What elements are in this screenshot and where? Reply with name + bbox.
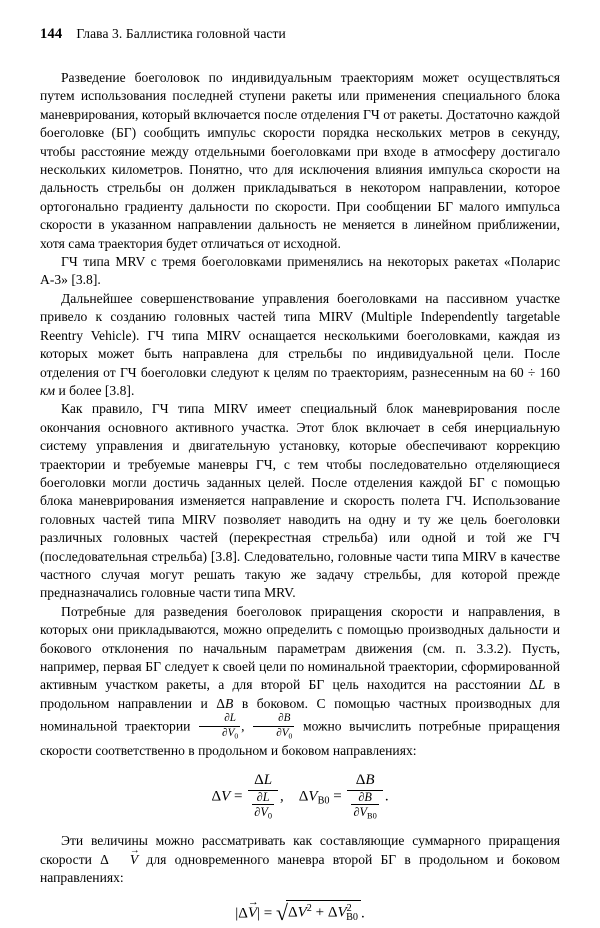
paragraph-6: Эти величины можно рассматривать как составляющие суммарного приращения скорости Δ V → для одновременного маневра второй БГ в продольном и боковом направлениях:	[40, 832, 560, 887]
running-head: Глава 3. Баллистика головной части	[76, 26, 286, 41]
page-number: 144	[40, 26, 63, 42]
page-header	[40, 26, 560, 43]
page-body	[40, 69, 560, 928]
paragraph-2: ГЧ типа MRV с тремя боеголовками применялись на некоторых ракетах «Поларис А-3» [3.8].	[40, 254, 560, 288]
formula-delta-v-content: ΔV = $\frac{\Delta L}{\frac{\partial L}{\partial V_0}}$ , $\Delta V_{B0}$ = $\frac{\Delta B}{\frac{\partial B}{\partial V_{B0}}}$ .	[211, 771, 389, 821]
paragraph-1: Разведение боеголовок по индивидуальным траекториям может осуществляться путем использования последней ступени ракеты или применения специального блока маневрирования, который включается после отделения ГЧ от ракеты. Достаточно каждой боеголовке (БГ) сообщить импульс скорости порядка нескольких метров в секунду, чтобы расстояние между отдельными боеголовками при входе в атмосферу достигало нескольких километров. Понятно, что для исключения влияния импульса скорости на дальность стрельбы он должен прикладываться в некотором направлении, которое ортогонально градиенту дальности по скорости. При сообщении БГ малого импульса скорости в указанном направлении дальность не меняется в линейном приближении, хотя сама траектория будет отличаться от исходной.	[40, 70, 560, 251]
formula-delta-v	[40, 771, 560, 823]
formula-magnitude-content: |ΔV →| = $√\Delta V^2 + \Delta V^2_{B0}$ .	[235, 899, 365, 928]
paragraph-3: Дальнейшее совершенствование управления боеголовками на пассивном участке привело к созданию головных частей типа MIRV (Multiple Independently targetable Reentry Vehicle). ГЧ типа MIRV оснащается несколькими боеголовками, каждая из которых может быть направлена для стрельбы по индивидуальной цели. После отделения от ГЧ боеголовки следуют к целям по траекториям, разнесенным на 60 ÷ 160 км и более [3.8].	[40, 290, 560, 398]
paragraph-4: Как правило, ГЧ типа MIRV имеет специальный блок маневрирования после окончания основного активного участка. Этот блок включает в себя инерциальную систему управления и двигательную установку, которые обеспечивают коррекцию траектории и требуемые маневры ГЧ, с тем чтобы последовательно отделяющиеся боеголовки могли достичь заданных целей. После отделения каждой БГ с помощью блока маневрирования изменяется направление и скорость полета ГЧ. Использование головных частей типа MIRV позволяет наводить на одну и ту же цель боеголовки различных головных частей (перекрестная стрельба) или одной и той же ГЧ (последовательная стрельба) [3.8]. Следовательно, головные части типа MIRV в качестве частного случая могут решать такую же задачу стрельбы, для которой прежде предназначались головные части типа MRV.	[40, 401, 560, 601]
paragraph-5: Потребные для разведения боеголовок приращения скорости и направления, в которых они прикладываются, можно определить с помощью производных дальности и бокового отклонения по начальным параметрам движения (см. п. 3.3.2). Пусть, например, первая БГ следует к своей цели по номинальной траектории, сформированной активным участком ракеты, а для второй БГ цель находится на расстоянии ΔL в продольном направлении и ΔB в боковом. С помощью частных производных для номинальной траектории $\frac{\partial L}{\partial V_0}$ , $\frac{\partial B}{\partial V_0}$ можно вычислить потребные приращения скорости соответственно в продольном и боковом направлениях:	[40, 603, 561, 758]
formula-magnitude	[40, 899, 560, 928]
